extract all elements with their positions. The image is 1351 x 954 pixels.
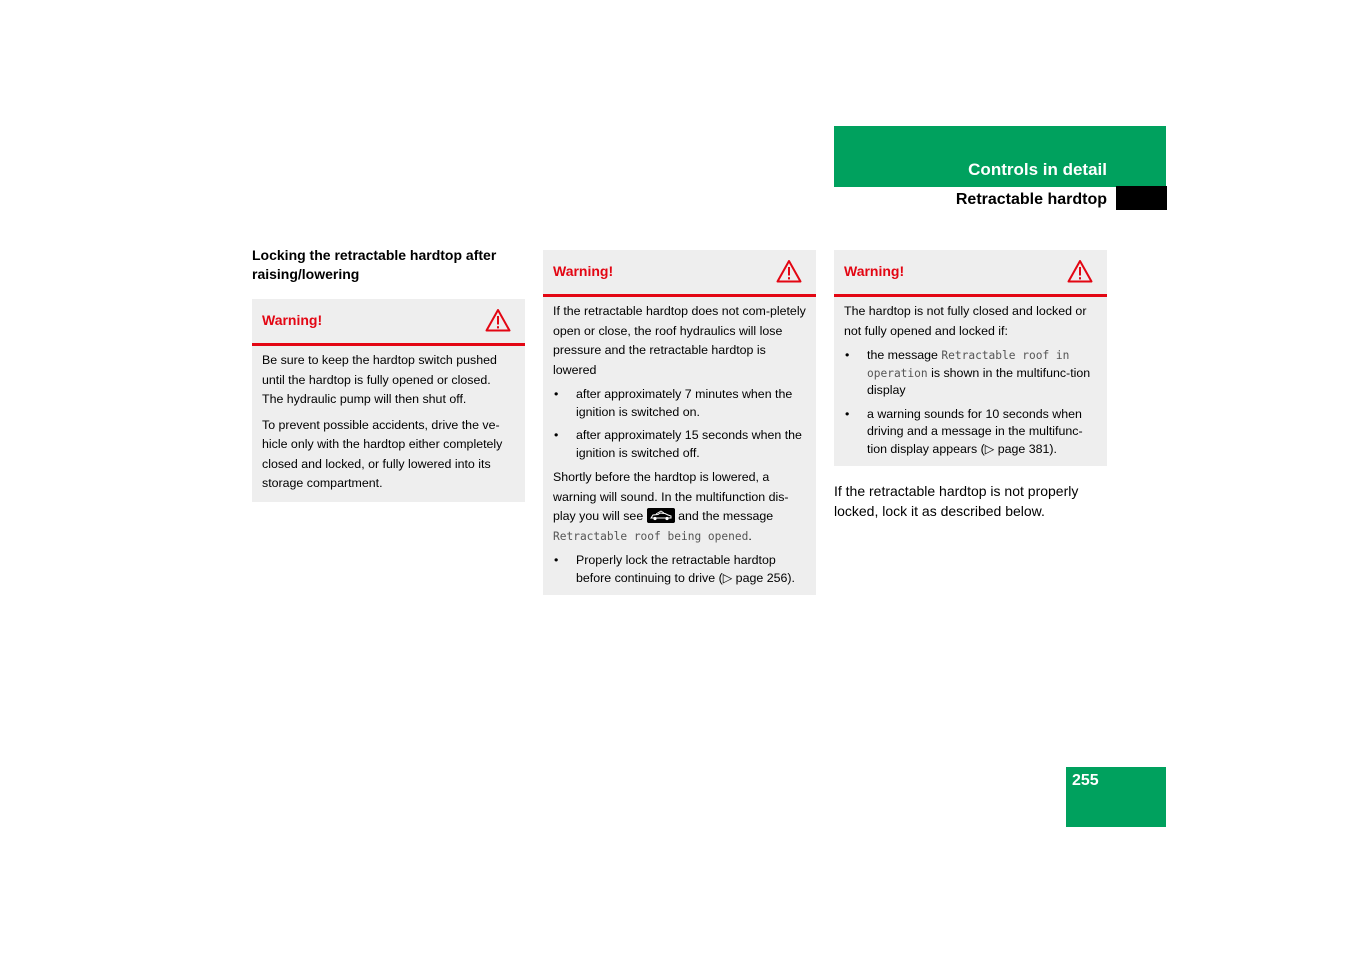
- warning-triangle-icon: [776, 259, 802, 283]
- display-message: Retractable roof being opened: [553, 529, 749, 543]
- warning-list: [553, 552, 806, 587]
- text-segment: Shortly before the hardtop is lowered, a warning will sound. In the multifunction dis-play you will see: [553, 470, 789, 523]
- list-item: • a warning sounds for 10 seconds when driving and a message in the multifunc-tion display appears (▷ page 381).: [844, 406, 1097, 459]
- warning-header: [252, 299, 525, 346]
- warning-list: [844, 347, 1097, 458]
- warning-box-2: [543, 250, 816, 595]
- list-item: • after approximately 15 seconds when the ignition is switched off.: [553, 427, 806, 462]
- warning-paragraph: If the retractable hardtop does not com-pletely open or close, the roof hydraulics will lose pressure and the retractable hardtop is lowered: [553, 304, 806, 377]
- warning-header: [543, 250, 816, 297]
- display-message: Retractable roof in operation: [867, 349, 1070, 380]
- warning-box-1: [252, 299, 525, 502]
- warning-triangle-icon: [1067, 259, 1093, 283]
- section-title: Retractable hardtop: [955, 191, 1107, 208]
- list-item: • after approximately 7 minutes when the ignition is switched on.: [553, 386, 806, 421]
- convertible-car-icon: [647, 508, 675, 523]
- warning-body: [252, 346, 525, 502]
- warning-label: Warning!: [553, 263, 614, 279]
- warning-paragraph: Be sure to keep the hardtop switch pushed until the hardtop is fully opened or closed. The hydraulic pump will then shut off.: [262, 353, 497, 406]
- warning-triangle-icon: [485, 308, 511, 332]
- warning-header: [834, 250, 1107, 297]
- chapter-title: Controls in detail: [968, 160, 1107, 179]
- text-segment: and the message: [678, 509, 774, 523]
- warning-label: Warning!: [262, 312, 323, 328]
- warning-list: [553, 386, 806, 462]
- section-tab-marker: [1116, 186, 1167, 210]
- list-item: • Properly lock the retractable hardtop before continuing to drive (▷ page 256).: [553, 552, 806, 587]
- list-item: [844, 347, 1097, 400]
- warning-body: [834, 297, 1107, 466]
- body-paragraph: If the retractable hardtop is not properly locked, lock it as described below.: [834, 483, 1079, 519]
- warning-paragraph: The hardtop is not fully closed and locked or not fully opened and locked if:: [844, 304, 1087, 338]
- text-segment: .: [748, 528, 752, 543]
- warning-label: Warning!: [844, 263, 905, 279]
- subsection-heading: Locking the retractable hardtop after raising/lowering: [252, 247, 497, 282]
- header-block: [834, 126, 1166, 187]
- text-segment: is shown in the multifunc-tion display: [867, 365, 1091, 397]
- warning-paragraph: To prevent possible accidents, drive the ve-hicle only with the hardtop either completely closed and locked, or fully lowered into its storage compartment.: [262, 417, 503, 490]
- warning-paragraph: [553, 468, 806, 546]
- warning-body: [543, 297, 816, 595]
- page-number: 255: [1072, 772, 1099, 789]
- warning-box-3: [834, 250, 1107, 466]
- text-segment: the message: [867, 348, 938, 362]
- page-number-tab: [1066, 767, 1166, 827]
